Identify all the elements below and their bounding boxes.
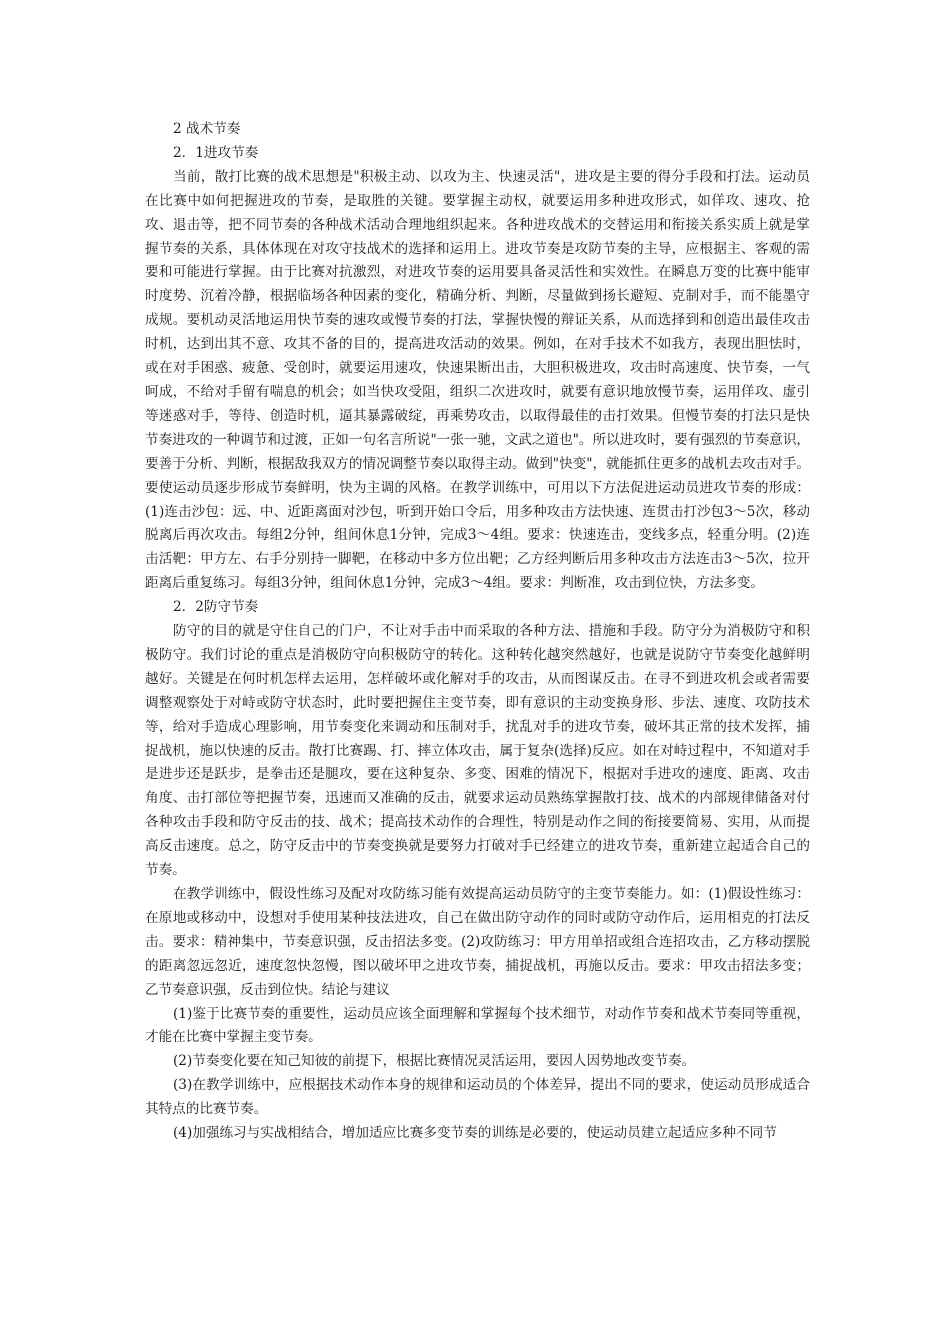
paragraph-conclusion-2: (2)节奏变化要在知己知彼的前提下，根据比赛情况灵活运用，要因人因势地改变节奏。 [173, 1053, 696, 1070]
paragraph-attack-rhythm: 当前，散打比赛的战术思想是"积极主动、以攻为主、快速灵活"，进攻是主要的得分手段和打法。运动员在比赛中如何把握进攻的节奏，是取胜的关键。要掌握主动权，就要运用多种进攻形式，如佯攻、速攻、抢攻、退击等，把不同节奏的各种战术活动合理地组织起来。各种进攻战术的交替运用和衔接关系实质上就是掌握节奏的关系，具体体现在对攻守技战术的选择和运用上。进攻节奏是攻防节奏的主导，应根据主、客观的需要和可能进行掌握。由于比赛对抗激烈，对进攻节奏的运用要具备灵活性和实效性。在瞬息万变的比赛中能审时度势、沉着冷静，根据临场各种因素的变化，精确分析、判断，尽量做到扬长避短、克制对手，而不能墨守成规。要机动灵活地运用快节奏的速攻或慢节奏的打法，掌握快慢的辩证关系，从而选择到和创造出最佳攻击时机，达到出其不意、攻其不备的目的，提高进攻活动的效果。例如，在对手技术不如我方，表现出胆怯时，或在对手困惑、疲惫、受创时，就要运用速攻，快速果断出击，大胆积极进攻，攻击时高速度、快节奏，一气呵成，不给对手留有喘息的机会；如当快攻受阻，组织二次进攻时，就要有意识地放慢节奏，运用佯攻、虚引等迷惑对手，等待、创造时机，逼其暴露破绽，再乘势攻击，以取得最佳的击打效果。但慢节奏的打法只是快节奏进攻的一种调节和过渡，正如一句名言所说"一张一驰，文武之道也"。所以进攻时，要有强烈的节奏意识，要善于分析、判断，根据敌我双方的情况调整节奏以取得主动。做到"快变"，就能抓住更多的战机去攻击对手。要使运动员逐步形成节奏鲜明，快为主调的风格。在教学训练中，可用以下方法促进运动员进攻节奏的形成：(1)连击沙包：远、中、近距离面对沙包，听到开始口令后，用多种攻击方法快速、连贯击打沙包3～5次，移动脱离后再次攻击。每组2分钟，组间休息1分钟，完成3～4组。要求：快速连击，变线多点，轻重分明。(2)连击活靶：甲方左、右手分别持一脚靶，在移动中多方位出靶；乙方经判断后用多种攻击方法连击3～5次，拉开距离后重复练习。每组3分钟，组间休息1分钟，完成3～4组。要求：判断准，攻击到位快，方法多变。 [145, 168, 811, 592]
subsection-heading-attack-rhythm: 2．1进攻节奏 [173, 144, 259, 161]
subsection-heading-defense-rhythm: 2．2防守节奏 [173, 599, 259, 616]
paragraph-conclusion-4: (4)加强练习与实战相结合，增加适应比赛多变节奏的训练是必要的，使运动员建立起适应多种不同节 [173, 1125, 777, 1142]
section-title: 2 战术节奏 [173, 121, 241, 137]
paragraph-conclusion-3: (3)在教学训练中，应根据技术动作本身的规律和运动员的个体差异，提出不同的要求，使运动员形成适合其特点的比赛节奏。 [145, 1077, 810, 1118]
document-page [145, 118, 810, 1146]
paragraph-conclusion-1: (1)鉴于比赛节奏的重要性，运动员应该全面理解和掌握每个技术细节，对动作节奏和战术节奏同等重视，才能在比赛中掌握主变节奏。 [145, 1005, 810, 1046]
paragraph-training-methods: 在教学训练中，假设性练习及配对攻防练习能有效提高运动员防守的主变节奏能力。如：(1)假设性练习：在原地或移动中，设想对手使用某种技法进攻，自己在做出防守动作的同时或防守动作后，运用相克的打法反击。要求：精神集中，节奏意识强，反击招法多变。(2)攻防练习：甲方用单招或组合连招攻击，乙方移动摆脱的距离忽远忽近，速度忽快忽慢，图以破坏甲之进攻节奏，捕捉战机，再施以反击。要求：甲攻击招法多变；乙节奏意识强，反击到位快。结论与建议 [145, 886, 810, 998]
paragraph-defense-rhythm: 防守的目的就是守住自己的门户，不让对手击中而采取的各种方法、措施和手段。防守分为消极防守和积极防守。我们讨论的重点是消极防守向积极防守的转化。这种转化越突然越好，也就是说防守节奏变化越鲜明越好。关键是在何时机怎样去运用，怎样破坏或化解对手的攻击，从而图谋反击。在寻不到进攻机会或者需要调整观察处于对峙或防守状态时，此时要把握住主变节奏，即有意识的主动变换身形、步法、速度、攻防技术等，给对手造成心理影响，用节奏变化来调动和压制对手，扰乱对手的进攻节奏，破坏其正常的技术发挥，捕捉战机，施以快速的反击。散打比赛踢、打、摔立体攻击，属于复杂(选择)反应。如在对峙过程中，不知道对手是进步还是跃步，是拳击还是腿攻，要在这种复杂、多变、困难的情况下，根据对手进攻的速度、距离、攻击角度、击打部位等把握节奏，迅速而又准确的反击，就要求运动员熟练掌握散打技、战术的内部规律储备对付各种攻击手段和防守反击的技、战术；提高技术动作的合理性，特别是动作之间的衔接要简易、实用，从而提高反击速度。总之，防守反击中的节奏变换就是要努力打破对手已经建立的进攻节奏，重新建立起适合自己的节奏。 [145, 623, 810, 879]
